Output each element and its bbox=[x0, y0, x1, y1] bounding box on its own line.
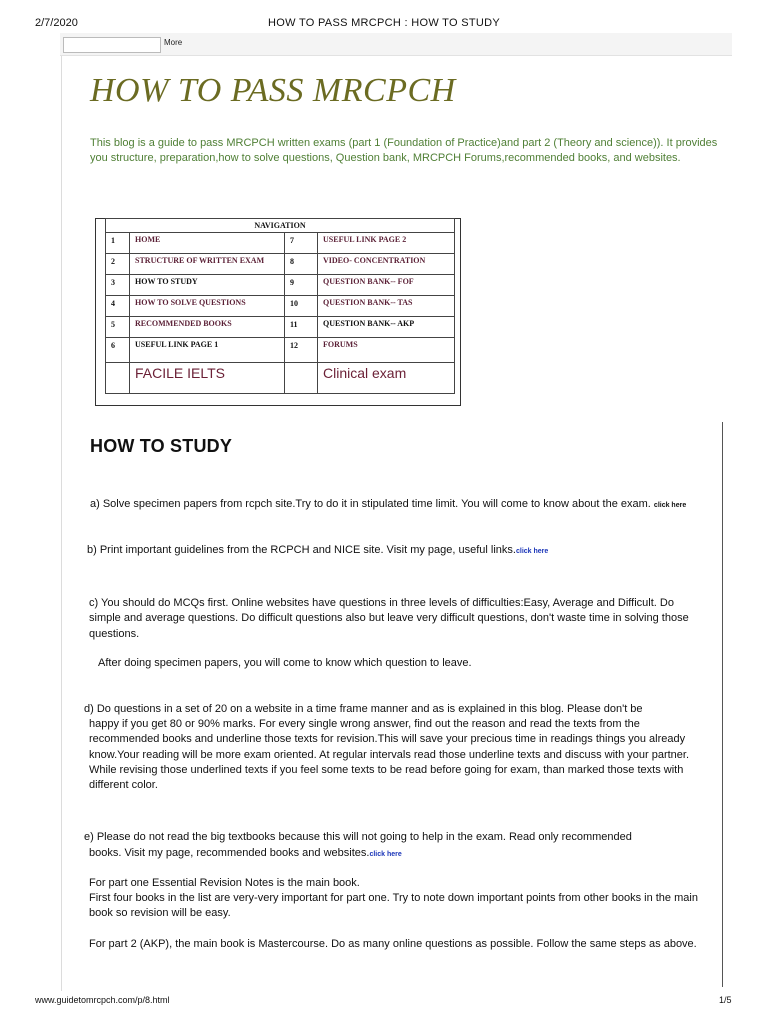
tip-d-rest: happy if you get 80 or 90% marks. For every single wrong answer, find out the reason and read the texts from the recommended books and underline those texts for revision.This will save your precious time in readings things you already know.Your reading will be more exam oriented. At regular intervals read those underline texts and discuss with your partner. While revising those underlined texts if you feel some texts to be read before going for exam, than marked those texts with different color. bbox=[89, 718, 690, 792]
tip-b-text: b) Print important guidelines from the RCPCH and NICE site. Visit my page, useful links. bbox=[87, 544, 516, 556]
part-one-books: First four books in the list are very-very important for part one. Try to note down important points from other books in the main book so revision will be easy. bbox=[89, 892, 698, 920]
nav-link-question-bank-tas[interactable]: QUESTION BANK-- TAS bbox=[318, 296, 455, 317]
footer-url: www.guidetomrcpch.com/p/8.html bbox=[35, 995, 170, 1005]
blog-description: This blog is a guide to pass MRCPCH written exams (part 1 (Foundation of Practice)and part 2 (Theory and science)). It provides you structure, preparation,how to solve questions, Question bank, MRCPCH Forums,recommended books, and websites. bbox=[90, 137, 718, 164]
page-left-border bbox=[61, 56, 62, 991]
tip-c-note: After doing specimen papers, you will come to know which question to leave. bbox=[98, 657, 472, 669]
tip-e-lead: e) Please do not read the big textbooks because this will not going to help in the exam. Read only recommended bbox=[84, 831, 632, 843]
nav-number: 11 bbox=[285, 317, 318, 338]
nav-link-structure[interactable]: STRUCTURE OF WRITTEN EXAM bbox=[130, 254, 285, 275]
nav-link-forums[interactable]: FORUMS bbox=[318, 338, 455, 363]
tip-c: c) You should do MCQs first. Online websites have questions in three levels of difficulties:Easy, Average and Difficult. Do simple and average questions. Do difficult questions also but leave very difficult questions, don't waste time in solving those questions. bbox=[89, 597, 689, 640]
nav-number: 6 bbox=[106, 338, 130, 363]
navigation-heading: NAVIGATION bbox=[106, 219, 455, 233]
nav-link-how-to-solve[interactable]: HOW TO SOLVE QUESTIONS bbox=[130, 296, 285, 317]
print-date: 2/7/2020 bbox=[35, 17, 78, 29]
nav-link-question-bank-akp[interactable]: QUESTION BANK-- AKP bbox=[318, 317, 455, 338]
nav-number: 7 bbox=[285, 233, 318, 254]
nav-link-how-to-study[interactable]: HOW TO STUDY bbox=[130, 275, 285, 296]
print-page-title: HOW TO PASS MRCPCH : HOW TO STUDY bbox=[268, 17, 500, 29]
tip-b-link[interactable]: click here bbox=[515, 548, 549, 555]
nav-link-facile-ielts[interactable]: FACILE IELTS bbox=[130, 363, 285, 394]
nav-number: 4 bbox=[106, 296, 130, 317]
nav-number bbox=[106, 363, 130, 394]
nav-link-useful-page-1[interactable]: USEFUL LINK PAGE 1 bbox=[130, 338, 285, 363]
nav-number bbox=[285, 363, 318, 394]
nav-link-video-concentration[interactable]: VIDEO- CONCENTRATION bbox=[318, 254, 455, 275]
tip-d-lead: d) Do questions in a set of 20 on a website in a time frame manner and as is explained in this blog. Please don't be bbox=[84, 703, 643, 715]
part-two-main-book: For part 2 (AKP), the main book is Mastercourse. Do as many online questions as possible. Follow the same steps as above. bbox=[89, 938, 697, 950]
nav-link-useful-page-2[interactable]: USEFUL LINK PAGE 2 bbox=[318, 233, 455, 254]
tip-e-text: books. Visit my page, recommended books and websites. bbox=[89, 847, 370, 859]
nav-number: 3 bbox=[106, 275, 130, 296]
navigation-table bbox=[105, 218, 455, 394]
nav-link-recommended-books[interactable]: RECOMMENDED BOOKS bbox=[130, 317, 285, 338]
part-one-main-book: For part one Essential Revision Notes is the main book. bbox=[89, 877, 360, 889]
nav-number: 10 bbox=[285, 296, 318, 317]
tip-a-link[interactable]: click here bbox=[653, 502, 687, 509]
tip-a bbox=[90, 497, 703, 513]
tip-a-text: a) Solve specimen papers from rcpch site.Try to do it in stipulated time limit. You will come to know about the exam. bbox=[90, 498, 651, 510]
nav-number: 9 bbox=[285, 275, 318, 296]
blog-title[interactable]: HOW TO PASS MRCPCH bbox=[90, 72, 456, 109]
tip-e-rest bbox=[89, 846, 709, 862]
nav-number: 8 bbox=[285, 254, 318, 275]
tip-b bbox=[87, 543, 727, 559]
nav-number: 2 bbox=[106, 254, 130, 275]
nav-link-clinical-exam[interactable]: Clinical exam bbox=[318, 363, 455, 394]
section-title: HOW TO STUDY bbox=[90, 436, 233, 456]
tip-e-link[interactable]: click here bbox=[369, 851, 402, 858]
nav-number: 1 bbox=[106, 233, 130, 254]
search-input[interactable] bbox=[63, 37, 161, 53]
more-link[interactable]: More bbox=[164, 38, 183, 47]
nav-number: 12 bbox=[285, 338, 318, 363]
nav-link-home[interactable]: HOME bbox=[130, 233, 285, 254]
nav-link-question-bank-fof[interactable]: QUESTION BANK-- FOF bbox=[318, 275, 455, 296]
footer-page-number: 1/5 bbox=[719, 995, 732, 1005]
nav-number: 5 bbox=[106, 317, 130, 338]
